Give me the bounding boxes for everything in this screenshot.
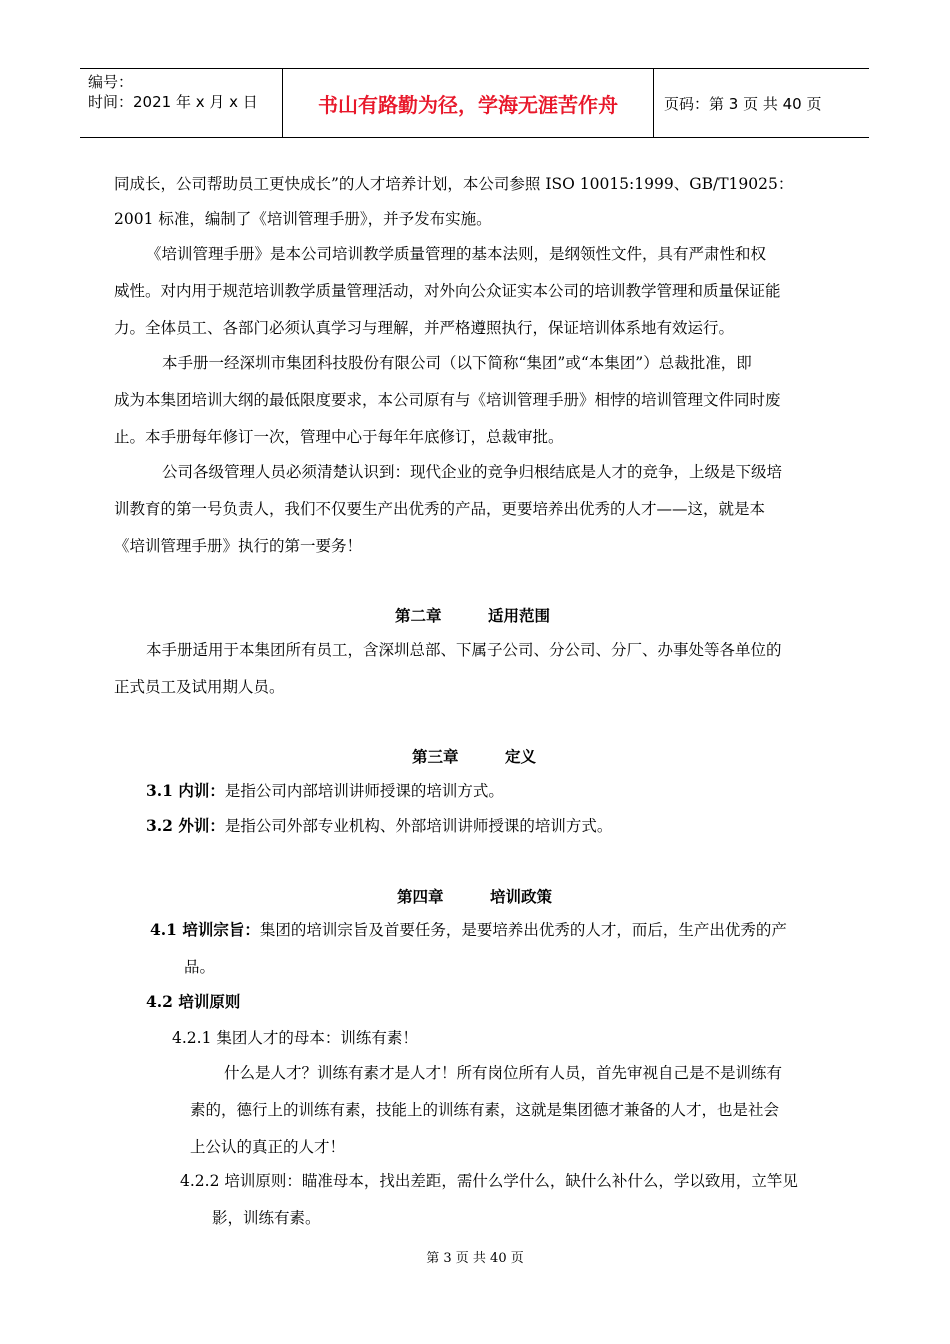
definition-outer-term: 3.2 外训：	[146, 816, 225, 835]
page-header	[80, 68, 869, 138]
header-number-label: 编号：	[88, 73, 134, 91]
intro-p3-line3: 止。本手册每年修订一次，管理中心于每年年底修订，总裁审批。	[114, 428, 564, 446]
section-4-2-title: 4.2 培训原则	[146, 992, 241, 1011]
intro-p3-line2: 成为本集团培训大纲的最低限度要求，本公司原有与《培训管理手册》相悖的培训管理文件同时废	[114, 391, 781, 409]
section-4-2-1: 4.2.1 集团人才的母本：训练有素！	[172, 1029, 418, 1047]
section-4-1	[150, 920, 787, 940]
intro-p4-line3: 《培训管理手册》执行的第一要务！	[114, 537, 363, 555]
section-4-2-1-para-line1: 什么是人才？训练有素才是人才！所有岗位所有人员，首先审视自己是不是训练有	[224, 1064, 783, 1082]
chapter2-line1: 本手册适用于本集团所有员工，含深圳总部、下属子公司、分公司、分厂、办事处等各单位的	[146, 641, 782, 659]
section-4-2-1-para-line2: 素的，德行上的训练有素，技能上的训练有素，这就是集团德才兼备的人才，也是社会	[190, 1101, 780, 1119]
header-date: 时间：2021 年 x 月 x 日	[88, 93, 258, 111]
header-motto: 书山有路勤为径，学海无涯苦作舟	[282, 69, 654, 137]
section-4-1-term: 4.1 培训宗旨：	[150, 920, 260, 939]
page-footer: 第 3 页 共 40 页	[426, 1251, 524, 1266]
intro-p1-line2: 2001 标准，编制了《培训管理手册》，并予发布实施。	[114, 210, 492, 228]
section-4-2-2-line1: 4.2.2 培训原则：瞄准母本，找出差距，需什么学什么，缺什么补什么，学以致用，立竿见	[180, 1172, 798, 1190]
definition-inner-text: 是指公司内部培训讲师授课的培训方式。	[224, 782, 504, 800]
intro-p2-line3: 力。全体员工、各部门必须认真学习与理解，并严格遵照执行，保证培训体系地有效运行。	[114, 319, 735, 337]
intro-p1-line1: 同成长，公司帮助员工更快成长”的人才培养计划，本公司参照 ISO 10015:1999、GB/T19025：	[114, 175, 794, 193]
chapter2-line2: 正式员工及试用期人员。	[114, 678, 285, 696]
section-4-1-continuation: 品。	[184, 958, 216, 976]
intro-p3-line1: 本手册一经深圳市集团科技股份有限公司（以下简称“集团”或“本集团”）总裁批准，即	[162, 354, 752, 372]
chapter2-title: 第二章 适用范围	[395, 607, 551, 625]
definition-inner-training	[146, 781, 504, 801]
intro-p2-line2: 威性。对内用于规范培训教学质量管理活动，对外向公众证实本公司的培训教学管理和质量保证能	[114, 282, 781, 300]
chapter4-title: 第四章 培训政策	[397, 888, 553, 906]
section-4-1-text: 集团的培训宗旨及首要任务，是要培养出优秀的人才，而后，生产出优秀的产	[259, 921, 787, 939]
intro-p2-line1: 《培训管理手册》是本公司培训教学质量管理的基本法则，是纲领性文件，具有严肃性和权	[146, 245, 767, 263]
chapter3-title: 第三章 定义	[412, 748, 537, 766]
intro-p4-line1: 公司各级管理人员必须清楚认识到：现代企业的竞争归根结底是人才的竞争，上级是下级培	[162, 463, 783, 481]
section-4-2-2-line2: 影，训练有素。	[212, 1209, 321, 1227]
definition-outer-training	[146, 816, 612, 836]
header-meta	[80, 69, 282, 137]
definition-inner-term: 3.1 内训：	[146, 781, 225, 800]
intro-p4-line2: 训教育的第一号负责人，我们不仅要生产出优秀的产品，更要培养出优秀的人才——这，就是本	[114, 500, 766, 518]
header-page-info: 页码：第 3 页 共 40 页	[664, 94, 822, 113]
section-4-2-1-para-line3: 上公认的真正的人才！	[190, 1138, 346, 1156]
definition-outer-text: 是指公司外部专业机构、外部培训讲师授课的培训方式。	[224, 817, 613, 835]
